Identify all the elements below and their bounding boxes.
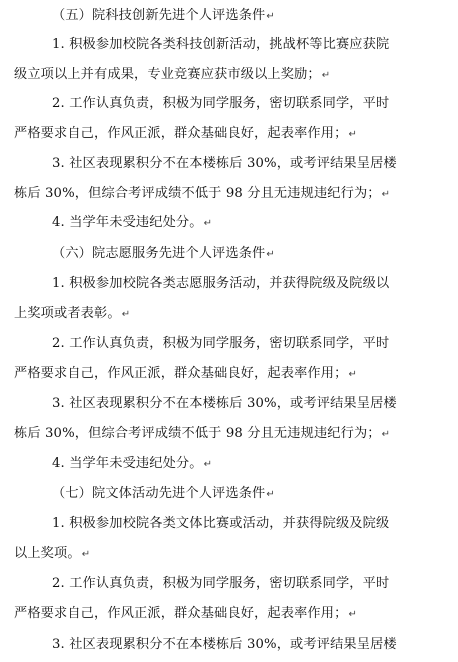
line-text: 1. 积极参加校院各类科技创新活动，挑战杯等比赛应获院 (52, 37, 390, 52)
section-heading-7 (52, 483, 275, 505)
line-text: 上奖项或者表彰。 (14, 306, 121, 321)
paragraph-line (52, 513, 389, 535)
line-text: 4. 当学年未受违纪处分。 (52, 215, 203, 230)
paragraph-line (52, 453, 212, 475)
paragraph-mark-icon: ↵ (348, 609, 357, 620)
line-text: 严格要求自己，作风正派，群众基础良好，起表率作用； (14, 366, 348, 381)
line-text: 2. 工作认真负责，积极为同学服务，密切联系同学，平时 (52, 576, 390, 591)
paragraph-line (14, 64, 330, 86)
paragraph-mark-icon: ↵ (121, 309, 131, 320)
line-text: 3. 社区表现累积分不在本楼栋后 30%，或考评结果呈居楼 (52, 156, 397, 171)
section-heading-6 (52, 243, 275, 265)
paragraph-mark-icon: ↵ (203, 218, 213, 229)
line-text: 栋后 30%，但综合考评成绩不低于 98 分且无违规违纪行为； (14, 186, 381, 201)
paragraph-line (14, 303, 130, 325)
paragraph-line (14, 603, 357, 625)
paragraph-line (52, 212, 212, 234)
paragraph-mark-icon: ↵ (348, 369, 357, 380)
line-text: 级立项以上并有成果，专业竞赛应获市级以上奖励； (14, 67, 321, 82)
line-text: （六）院志愿服务先进个人评选条件 (52, 246, 266, 261)
paragraph-mark-icon: ↵ (266, 249, 275, 260)
paragraph-mark-icon: ↵ (381, 429, 391, 440)
paragraph-mark-icon: ↵ (348, 129, 357, 140)
paragraph-line (52, 34, 389, 56)
paragraph-mark-icon: ↵ (203, 459, 213, 470)
paragraph-mark-icon: ↵ (321, 70, 331, 81)
line-text: 3. 社区表现累积分不在本楼栋后 30%，或考评结果呈居楼 (52, 637, 397, 652)
line-text: 4. 当学年未受违纪处分。 (52, 456, 203, 471)
paragraph-line (52, 573, 389, 595)
line-text: 以上奖项。 (14, 546, 81, 561)
paragraph-mark-icon: ↵ (266, 489, 275, 500)
paragraph-line (52, 333, 389, 355)
paragraph-line (52, 634, 397, 656)
line-text: 严格要求自己，作风正派，群众基础良好，起表率作用； (14, 126, 348, 141)
line-text: 严格要求自己，作风正派，群众基础良好，起表率作用； (14, 606, 348, 621)
paragraph-line (14, 123, 357, 145)
line-text: 1. 积极参加校院各类文体比赛或活动，并获得院级及院级 (52, 516, 390, 531)
paragraph-mark-icon: ↵ (81, 549, 91, 560)
paragraph-line (52, 393, 397, 415)
paragraph-line (14, 543, 90, 565)
paragraph-line (14, 363, 357, 385)
paragraph-mark-icon: ↵ (266, 11, 275, 22)
line-text: 3. 社区表现累积分不在本楼栋后 30%，或考评结果呈居楼 (52, 396, 397, 411)
line-text: 2. 工作认真负责，积极为同学服务，密切联系同学，平时 (52, 96, 390, 111)
line-text: 2. 工作认真负责，积极为同学服务，密切联系同学，平时 (52, 336, 390, 351)
paragraph-line (14, 183, 390, 205)
paragraph-line (52, 273, 389, 295)
section-heading-5 (52, 5, 275, 27)
paragraph-mark-icon: ↵ (381, 189, 391, 200)
line-text: （五）院科技创新先进个人评选条件 (52, 8, 266, 23)
line-text: 1. 积极参加校院各类志愿服务活动，并获得院级及院级以 (52, 276, 390, 291)
paragraph-line (52, 153, 397, 175)
line-text: 栋后 30%，但综合考评成绩不低于 98 分且无违规违纪行为； (14, 426, 381, 441)
paragraph-line (52, 93, 389, 115)
line-text: （七）院文体活动先进个人评选条件 (52, 486, 266, 501)
paragraph-line (14, 423, 390, 445)
